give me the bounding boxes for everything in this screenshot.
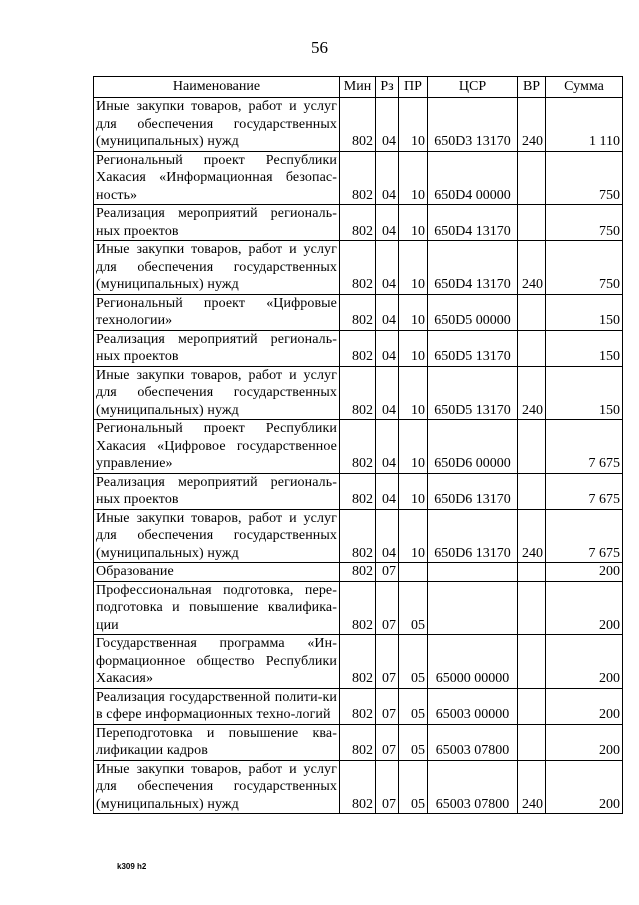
cell-min: 802 (340, 581, 376, 635)
cell-pr: 10 (399, 420, 428, 474)
table-row (94, 760, 623, 814)
cell-min: 802 (340, 98, 376, 152)
col-header-sum: Сумма (546, 77, 623, 98)
cell-pr: 10 (399, 98, 428, 152)
cell-vr (518, 688, 546, 724)
cell-min: 802 (340, 473, 376, 509)
cell-rz: 04 (376, 241, 399, 295)
cell-rz: 04 (376, 366, 399, 420)
table-row (94, 724, 623, 760)
cell-pr: 10 (399, 294, 428, 330)
cell-vr: 240 (518, 241, 546, 295)
cell-min: 802 (340, 330, 376, 366)
cell-rz: 04 (376, 205, 399, 241)
cell-csr (428, 563, 518, 582)
cell-pr: 10 (399, 473, 428, 509)
cell-vr (518, 205, 546, 241)
table-row (94, 241, 623, 295)
footer-code: k309 h2 (117, 862, 147, 871)
cell-vr (518, 473, 546, 509)
cell-min: 802 (340, 509, 376, 563)
cell-min: 802 (340, 366, 376, 420)
col-header-csr: ЦСР (428, 77, 518, 98)
cell-vr (518, 635, 546, 689)
col-header-name: Наименование (94, 77, 340, 98)
cell-pr: 10 (399, 330, 428, 366)
table-row (94, 98, 623, 152)
cell-min: 802 (340, 241, 376, 295)
col-header-rz: Рз (376, 77, 399, 98)
cell-vr (518, 294, 546, 330)
table-row (94, 420, 623, 474)
cell-vr (518, 420, 546, 474)
col-header-vr: ВР (518, 77, 546, 98)
cell-sum: 200 (546, 724, 623, 760)
cell-name: Образование (94, 563, 340, 582)
cell-rz: 04 (376, 420, 399, 474)
cell-min: 802 (340, 724, 376, 760)
cell-rz: 04 (376, 473, 399, 509)
cell-name: Иные закупки товаров, работ и услуг для обеспечения государственных (муниципальных) нужд (94, 241, 340, 295)
cell-rz: 07 (376, 688, 399, 724)
cell-pr: 05 (399, 760, 428, 814)
cell-vr (518, 151, 546, 205)
cell-name: Реализация государственной полити-ки в сфере информационных техно-логий (94, 688, 340, 724)
table-row (94, 205, 623, 241)
cell-csr: 650D6 13170 (428, 473, 518, 509)
cell-csr: 650D5 00000 (428, 294, 518, 330)
cell-min: 802 (340, 205, 376, 241)
cell-vr: 240 (518, 366, 546, 420)
cell-rz: 07 (376, 760, 399, 814)
cell-pr: 10 (399, 241, 428, 295)
cell-name: Региональный проект Республики Хакасия «Информационная безопас-ность» (94, 151, 340, 205)
cell-name: Иные закупки товаров, работ и услуг для обеспечения государственных (муниципальных) нужд (94, 760, 340, 814)
cell-sum: 7 675 (546, 473, 623, 509)
cell-min: 802 (340, 294, 376, 330)
cell-name: Реализация мероприятий региональ-ных проектов (94, 473, 340, 509)
cell-rz: 07 (376, 724, 399, 760)
cell-name: Иные закупки товаров, работ и услуг для обеспечения государственных (муниципальных) нужд (94, 98, 340, 152)
cell-pr: 10 (399, 151, 428, 205)
cell-rz: 07 (376, 635, 399, 689)
cell-min: 802 (340, 420, 376, 474)
cell-csr: 65003 07800 (428, 760, 518, 814)
cell-csr: 650D4 00000 (428, 151, 518, 205)
cell-name: Региональный проект «Цифровые технологии» (94, 294, 340, 330)
cell-sum: 200 (546, 563, 623, 582)
table-row (94, 366, 623, 420)
cell-csr: 650D4 13170 (428, 241, 518, 295)
cell-rz: 04 (376, 330, 399, 366)
cell-sum: 750 (546, 241, 623, 295)
cell-sum: 1 110 (546, 98, 623, 152)
cell-rz: 04 (376, 98, 399, 152)
cell-min: 802 (340, 688, 376, 724)
cell-vr (518, 563, 546, 582)
cell-sum: 750 (546, 151, 623, 205)
cell-csr: 650D4 13170 (428, 205, 518, 241)
cell-csr: 65003 07800 (428, 724, 518, 760)
cell-sum: 7 675 (546, 420, 623, 474)
cell-name: Региональный проект Республики Хакасия «Цифровое государственное управление» (94, 420, 340, 474)
cell-csr: 650D3 13170 (428, 98, 518, 152)
cell-rz: 04 (376, 151, 399, 205)
cell-name: Реализация мероприятий региональ-ных проектов (94, 330, 340, 366)
cell-sum: 7 675 (546, 509, 623, 563)
cell-csr: 650D6 13170 (428, 509, 518, 563)
table-row (94, 509, 623, 563)
cell-rz: 04 (376, 509, 399, 563)
table-row (94, 294, 623, 330)
cell-pr: 10 (399, 366, 428, 420)
cell-csr: 650D5 13170 (428, 366, 518, 420)
cell-sum: 750 (546, 205, 623, 241)
table-row (94, 581, 623, 635)
table-row (94, 330, 623, 366)
cell-vr: 240 (518, 509, 546, 563)
cell-csr: 65003 00000 (428, 688, 518, 724)
cell-vr: 240 (518, 760, 546, 814)
cell-name: Иные закупки товаров, работ и услуг для обеспечения государственных (муниципальных) нужд (94, 366, 340, 420)
cell-vr: 240 (518, 98, 546, 152)
cell-pr: 10 (399, 509, 428, 563)
budget-table (93, 76, 623, 814)
cell-pr: 05 (399, 581, 428, 635)
cell-name: Иные закупки товаров, работ и услуг для обеспечения государственных (муниципальных) нужд (94, 509, 340, 563)
cell-min: 802 (340, 563, 376, 582)
cell-csr: 65000 00000 (428, 635, 518, 689)
cell-name: Государственная программа «Ин-формационное общество Республики Хакасия» (94, 635, 340, 689)
cell-rz: 07 (376, 563, 399, 582)
table-row (94, 151, 623, 205)
cell-name: Профессиональная подготовка, пере-подготовка и повышение квалифика-ции (94, 581, 340, 635)
cell-min: 802 (340, 635, 376, 689)
table-header (94, 77, 623, 98)
cell-sum: 150 (546, 294, 623, 330)
cell-vr (518, 581, 546, 635)
header-row (94, 77, 623, 98)
cell-csr: 650D6 00000 (428, 420, 518, 474)
cell-sum: 200 (546, 581, 623, 635)
cell-min: 802 (340, 760, 376, 814)
cell-sum: 200 (546, 635, 623, 689)
cell-rz: 07 (376, 581, 399, 635)
cell-pr: 05 (399, 688, 428, 724)
cell-sum: 150 (546, 330, 623, 366)
table-row (94, 688, 623, 724)
cell-sum: 200 (546, 688, 623, 724)
cell-vr (518, 724, 546, 760)
cell-csr (428, 581, 518, 635)
cell-name: Переподготовка и повышение ква-лификации кадров (94, 724, 340, 760)
cell-pr (399, 563, 428, 582)
cell-vr (518, 330, 546, 366)
cell-pr: 10 (399, 205, 428, 241)
col-header-min: Мин (340, 77, 376, 98)
cell-sum: 200 (546, 760, 623, 814)
table-row (94, 563, 623, 582)
col-header-pr: ПР (399, 77, 428, 98)
cell-name: Реализация мероприятий региональ-ных проектов (94, 205, 340, 241)
cell-min: 802 (340, 151, 376, 205)
table-row (94, 473, 623, 509)
cell-sum: 150 (546, 366, 623, 420)
table-row (94, 635, 623, 689)
cell-pr: 05 (399, 635, 428, 689)
cell-pr: 05 (399, 724, 428, 760)
page-number: 56 (311, 38, 328, 57)
cell-rz: 04 (376, 294, 399, 330)
cell-csr: 650D5 13170 (428, 330, 518, 366)
table-body (94, 98, 623, 814)
